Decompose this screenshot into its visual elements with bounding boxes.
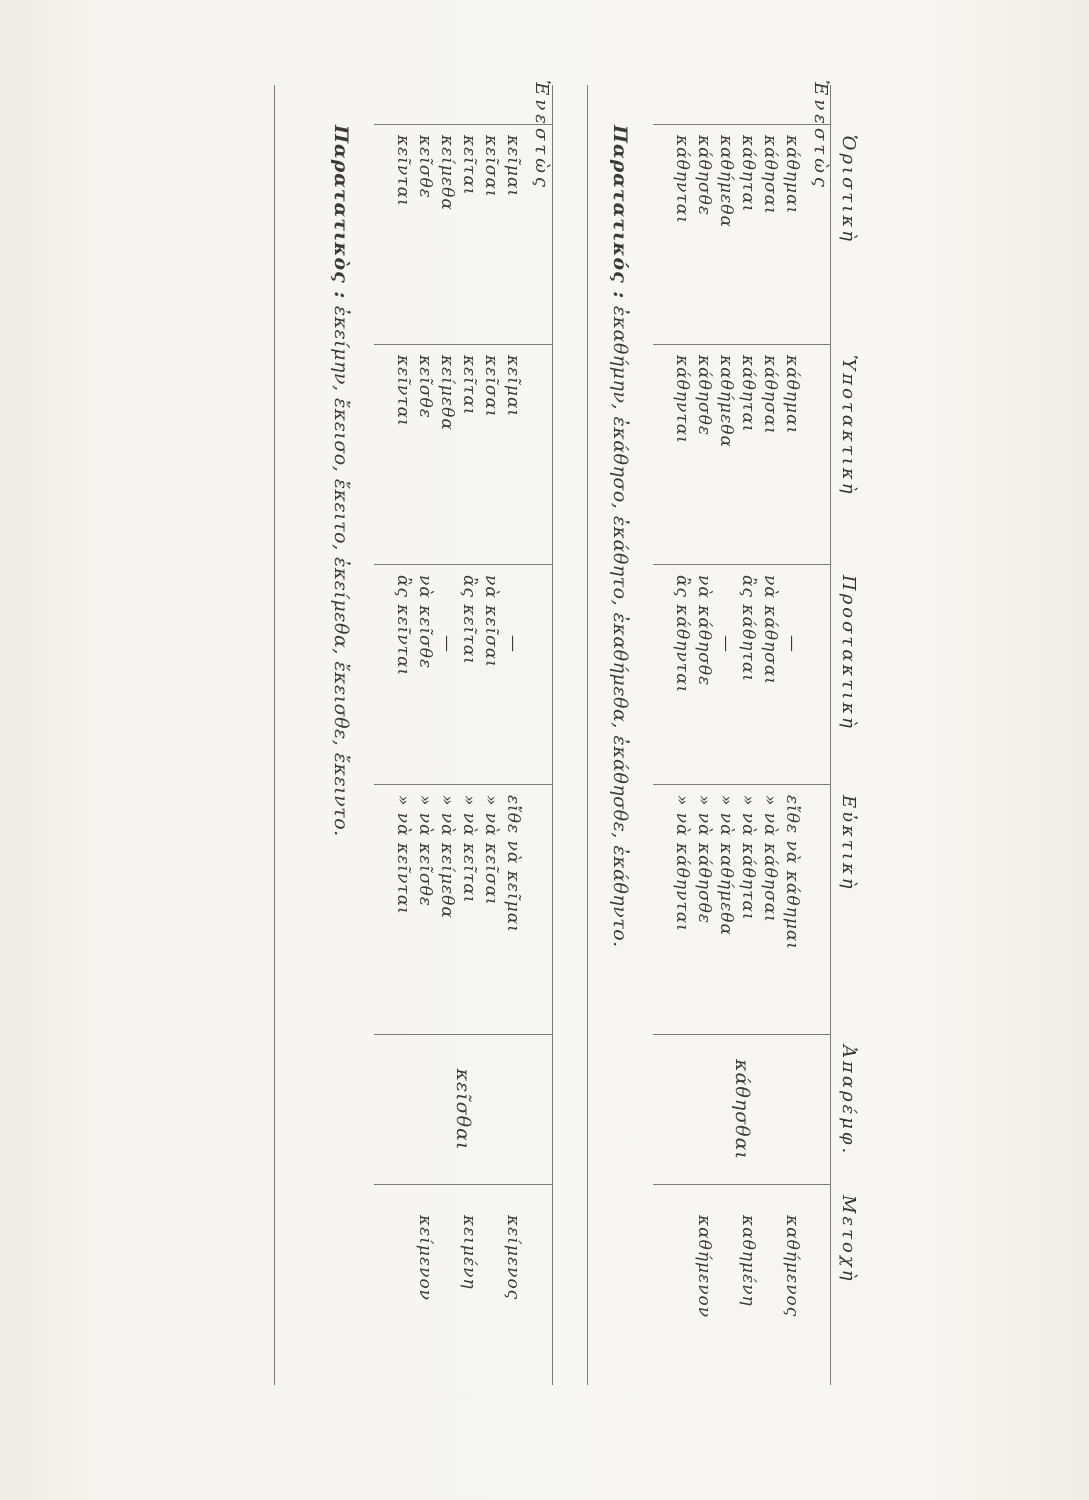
form: κείμενον <box>415 1215 435 1302</box>
imperfect-label: Παρατατικός : <box>609 125 631 300</box>
rotated-page <box>225 80 865 1415</box>
form: ἂς κάθηνται <box>672 575 692 694</box>
form: καθήμεθα <box>716 135 736 228</box>
form: κάθησθε <box>694 135 714 217</box>
form: κάθησθε <box>694 355 714 437</box>
conjugation-table-kathemai <box>609 80 831 1385</box>
form: » νὰ κάθησθε <box>694 795 714 925</box>
form: » νὰ κείμεθα <box>437 795 457 919</box>
form <box>715 1215 737 1375</box>
form: κεῖσθε <box>415 355 435 419</box>
header-participle: Μετοχὴ <box>838 1195 859 1284</box>
form: κεῖται <box>459 135 479 196</box>
header-infinitive: Ἀπαρέμφ. <box>838 1045 859 1157</box>
form: καθημένη <box>738 1215 758 1307</box>
subjunctive-forms <box>374 345 552 565</box>
form: καθήμενον <box>694 1215 714 1319</box>
tense-label: Ἐνεστὼς <box>810 80 831 191</box>
form: κεῖνται <box>393 355 413 427</box>
form: ἂς κεῖται <box>459 575 479 665</box>
table-separator <box>587 85 588 1385</box>
optative-forms <box>374 785 552 1035</box>
form: κεῖμαι <box>503 355 523 418</box>
participle-forms <box>653 1185 831 1385</box>
form: καθήμενος <box>782 1215 802 1318</box>
form: νὰ κεῖσθε <box>415 575 435 670</box>
form: » νὰ κάθηται <box>738 795 758 921</box>
form: — <box>782 635 802 653</box>
form: κάθηνται <box>672 135 692 224</box>
infinitive-cell <box>653 1035 831 1185</box>
form: ἂς κεῖνται <box>393 575 413 677</box>
imperfect-forms: ἐκαθήμην, ἐκάθησο, ἐκάθητο, ἐκαθήμεθα, ἐκάθησθε, ἐκάθηντο. <box>609 305 631 948</box>
form: κάθηται <box>738 135 758 213</box>
form <box>392 1215 414 1375</box>
form: — <box>503 635 523 653</box>
tense-label: Ἐνεστὼς <box>531 80 552 191</box>
form: κεῖμαι <box>503 135 523 198</box>
form: εἴθε νὰ κάθημαι <box>782 795 802 951</box>
form <box>480 1215 502 1375</box>
form: κάθημαι <box>782 135 802 215</box>
form: — <box>437 635 457 653</box>
header-imperative: Προστακτικὴ <box>838 575 859 731</box>
form: κάθηνται <box>672 355 692 444</box>
form: » νὰ κεῖνται <box>393 795 413 915</box>
form: » νὰ κάθησαι <box>760 795 780 923</box>
bottom-rule <box>274 85 275 1385</box>
form: κάθημαι <box>782 355 802 435</box>
form: » νὰ κεῖται <box>459 795 479 904</box>
infinitive-cell <box>374 1035 552 1185</box>
form: » νὰ κεῖσαι <box>481 795 501 906</box>
optative-forms <box>653 785 831 1035</box>
imperfect-line <box>330 125 352 837</box>
imperative-forms <box>653 565 831 785</box>
form: » νὰ κεῖσθε <box>415 795 435 907</box>
participle-forms <box>374 1185 552 1385</box>
form: κεῖται <box>459 355 479 416</box>
indicative-forms <box>653 125 831 345</box>
form: κειμένη <box>459 1215 479 1290</box>
form: » νὰ κάθηνται <box>672 795 692 932</box>
form: κεῖσαι <box>481 355 501 418</box>
header-indicative: Ὁριστικὴ <box>838 135 859 244</box>
form: νὰ κάθησαι <box>760 575 780 686</box>
form: κάθησαι <box>760 355 780 435</box>
infinitive-form: κεῖσθαι <box>452 1068 474 1151</box>
form: κάθηται <box>738 355 758 433</box>
form <box>759 1215 781 1375</box>
form: » νὰ καθήμεθα <box>716 795 736 936</box>
form: κεῖνται <box>393 135 413 207</box>
form: καθήμεθα <box>716 355 736 448</box>
subjunctive-forms <box>653 345 831 565</box>
form: νὰ κάθησθε <box>694 575 714 687</box>
form: κείμεθα <box>437 355 457 431</box>
header-spacer <box>831 85 865 125</box>
form: ἂς κάθηται <box>738 575 758 683</box>
form <box>436 1215 458 1375</box>
form: — <box>716 635 736 653</box>
form: κάθησαι <box>760 135 780 215</box>
imperfect-forms: ἐκείμην, ἔκεισο, ἔκειτο, ἐκείμεθα, ἔκεισθε, ἔκειντο. <box>330 305 352 837</box>
form: κεῖσαι <box>481 135 501 198</box>
form: κείμενος <box>503 1215 523 1301</box>
form <box>671 1215 693 1375</box>
imperative-forms <box>374 565 552 785</box>
imperfect-line <box>609 125 631 948</box>
conjugation-table-keimai <box>330 80 553 1385</box>
form: εἴθε νὰ κεῖμαι <box>503 795 523 933</box>
header-subjunctive: Ὑποτακτικὴ <box>838 355 859 497</box>
indicative-forms <box>374 125 552 345</box>
infinitive-form: κάθησθαι <box>731 1059 753 1160</box>
form: νὰ κεῖσαι <box>481 575 501 668</box>
header-optative: Εὐκτικὴ <box>838 795 859 892</box>
column-header-row <box>830 85 865 1385</box>
form: κείμεθα <box>437 135 457 211</box>
form: κεῖσθε <box>415 135 435 199</box>
imperfect-label: Παρατατικὸς : <box>330 125 352 300</box>
